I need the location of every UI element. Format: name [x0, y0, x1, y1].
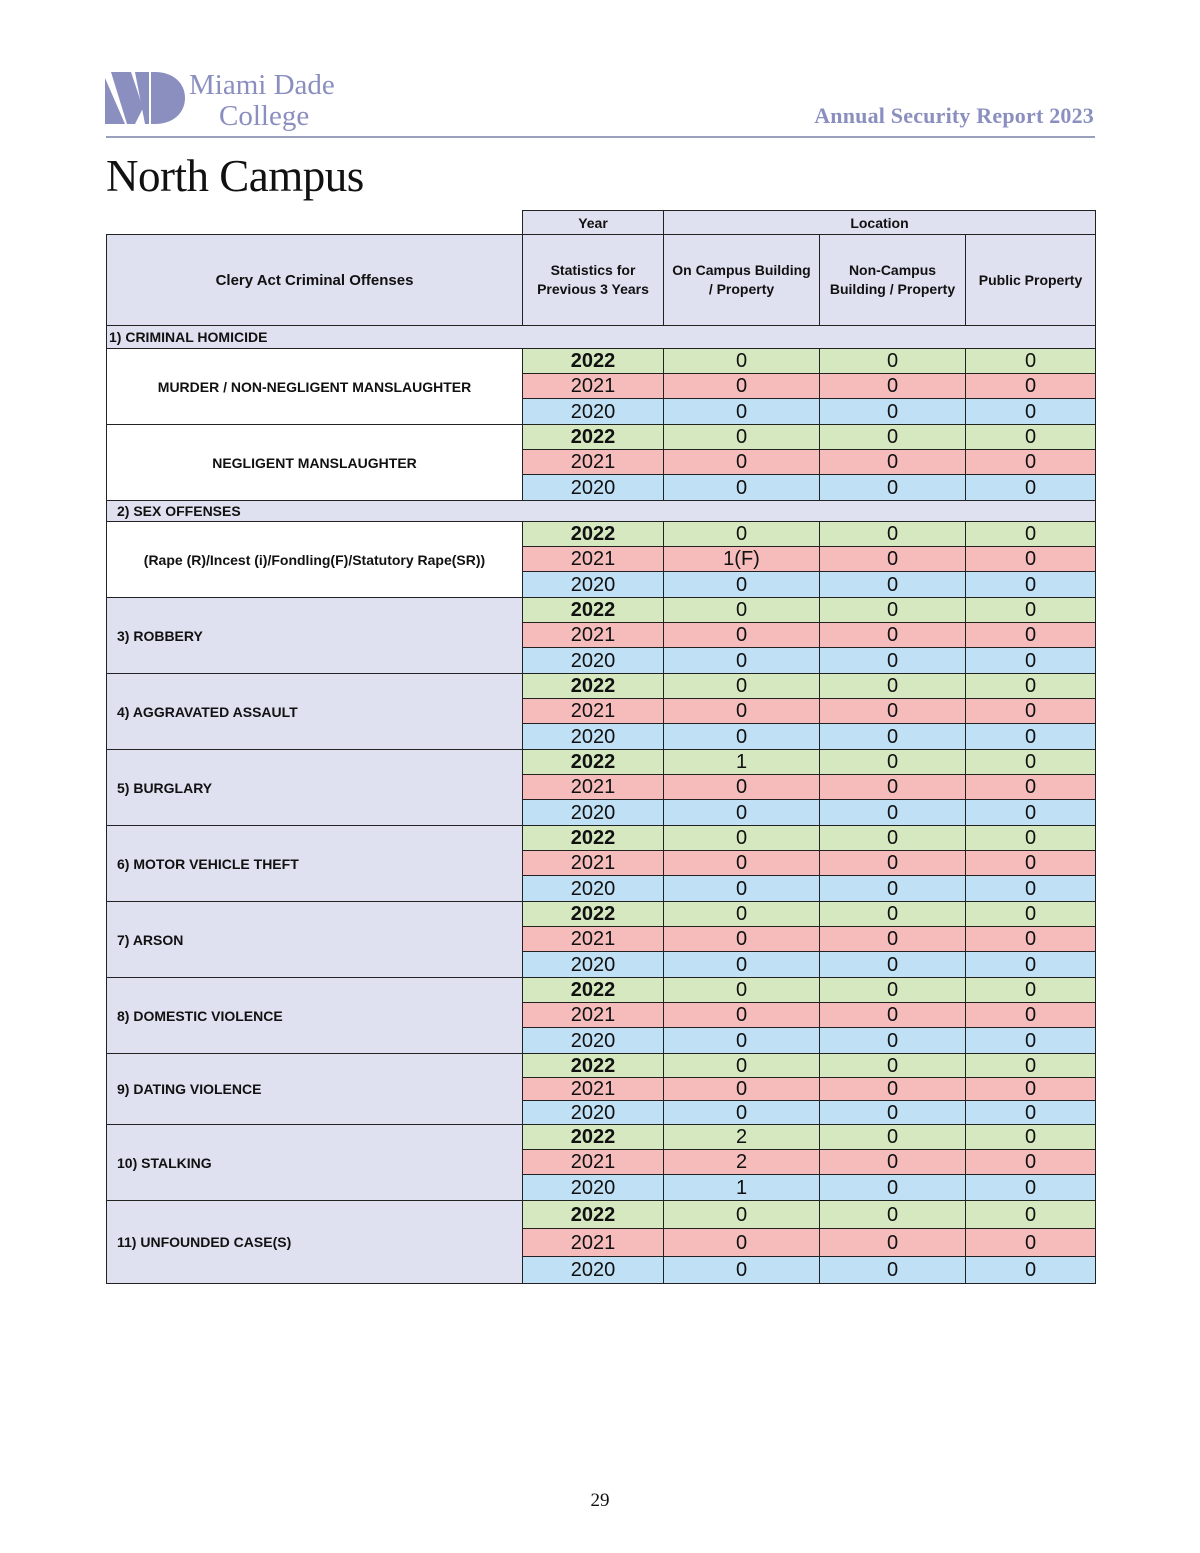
- on-campus-cell: 2: [664, 1150, 820, 1175]
- year-cell: 2020: [523, 648, 664, 674]
- year-cell: 2021: [523, 1003, 664, 1028]
- non-campus-cell: 0: [820, 1078, 966, 1101]
- non-campus-cell: 0: [820, 775, 966, 800]
- on-campus-cell: 0: [664, 978, 820, 1003]
- public-property-cell: 0: [966, 374, 1096, 399]
- offense-label: 5) BURGLARY: [107, 750, 523, 826]
- on-campus-cell: 0: [664, 623, 820, 648]
- on-campus-cell: 1: [664, 750, 820, 775]
- table-row: [107, 902, 1096, 927]
- year-cell: 2021: [523, 1229, 664, 1257]
- non-campus-cell: 0: [820, 876, 966, 902]
- non-campus-cell: 0: [820, 724, 966, 750]
- table-row: [107, 1125, 1096, 1150]
- non-campus-cell: 0: [820, 851, 966, 876]
- table-row: [107, 598, 1096, 623]
- on-campus-cell: 0: [664, 374, 820, 399]
- public-property-column-header: Public Property: [966, 235, 1096, 326]
- offense-column-header: Clery Act Criminal Offenses: [107, 235, 523, 326]
- public-property-cell: 0: [966, 978, 1096, 1003]
- public-property-cell: 0: [966, 1229, 1096, 1257]
- non-campus-cell: 0: [820, 1229, 966, 1257]
- on-campus-cell: 0: [664, 475, 820, 501]
- non-campus-cell: 0: [820, 450, 966, 475]
- year-cell: 2020: [523, 399, 664, 425]
- year-cell: 2021: [523, 851, 664, 876]
- year-cell: 2020: [523, 800, 664, 826]
- page-number: 29: [590, 1490, 610, 1511]
- year-cell: 2022: [523, 1054, 664, 1078]
- public-property-cell: 0: [966, 902, 1096, 927]
- year-group-header: Year: [523, 211, 664, 235]
- year-cell: 2022: [523, 978, 664, 1003]
- non-campus-cell: 0: [820, 1201, 966, 1229]
- year-cell: 2022: [523, 1201, 664, 1229]
- offense-label: 10) STALKING: [107, 1125, 523, 1201]
- table-row: [107, 1201, 1096, 1229]
- on-campus-cell: 0: [664, 522, 820, 547]
- offense-label: 11) UNFOUNDED CASE(S): [107, 1201, 523, 1284]
- public-property-cell: 0: [966, 826, 1096, 851]
- public-property-cell: 0: [966, 952, 1096, 978]
- year-cell: 2020: [523, 1175, 664, 1201]
- table-row: [107, 826, 1096, 851]
- offense-label: (Rape (R)/Incest (i)/Fondling(F)/Statutory Rape(SR)): [107, 522, 523, 598]
- on-campus-cell: 0: [664, 450, 820, 475]
- stats-table: [106, 210, 1096, 1284]
- non-campus-cell: 0: [820, 623, 966, 648]
- year-cell: 2020: [523, 1028, 664, 1054]
- offense-label: MURDER / NON-NEGLIGENT MANSLAUGHTER: [107, 349, 523, 425]
- non-campus-cell: 0: [820, 674, 966, 699]
- public-property-cell: 0: [966, 572, 1096, 598]
- public-property-cell: 0: [966, 876, 1096, 902]
- year-cell: 2020: [523, 876, 664, 902]
- table-row: [107, 674, 1096, 699]
- public-property-cell: 0: [966, 1201, 1096, 1229]
- non-campus-cell: 0: [820, 374, 966, 399]
- table-row: [107, 750, 1096, 775]
- on-campus-cell: 0: [664, 724, 820, 750]
- non-campus-cell: 0: [820, 800, 966, 826]
- on-campus-cell: 0: [664, 902, 820, 927]
- year-cell: 2020: [523, 1101, 664, 1125]
- on-campus-cell: 0: [664, 572, 820, 598]
- on-campus-cell: 0: [664, 1054, 820, 1078]
- on-campus-cell: 0: [664, 1028, 820, 1054]
- on-campus-cell: 0: [664, 699, 820, 724]
- non-campus-column-header: Non-Campus Building / Property: [820, 235, 966, 326]
- non-campus-cell: 0: [820, 826, 966, 851]
- public-property-cell: 0: [966, 699, 1096, 724]
- year-cell: 2021: [523, 1078, 664, 1101]
- md-logo-mark-icon: [105, 72, 185, 124]
- year-cell: 2021: [523, 699, 664, 724]
- offense-label: 6) MOTOR VEHICLE THEFT: [107, 826, 523, 902]
- non-campus-cell: 0: [820, 699, 966, 724]
- non-campus-cell: 0: [820, 425, 966, 450]
- non-campus-cell: 0: [820, 1257, 966, 1284]
- non-campus-cell: 0: [820, 547, 966, 572]
- public-property-cell: 0: [966, 349, 1096, 374]
- on-campus-cell: 2: [664, 1125, 820, 1150]
- public-property-cell: 0: [966, 399, 1096, 425]
- on-campus-cell: 1(F): [664, 547, 820, 572]
- on-campus-cell: 0: [664, 826, 820, 851]
- year-cell: 2020: [523, 724, 664, 750]
- non-campus-cell: 0: [820, 1175, 966, 1201]
- public-property-cell: 0: [966, 425, 1096, 450]
- year-cell: 2020: [523, 475, 664, 501]
- public-property-cell: 0: [966, 927, 1096, 952]
- on-campus-cell: 0: [664, 927, 820, 952]
- public-property-cell: 0: [966, 1175, 1096, 1201]
- table-row: [107, 978, 1096, 1003]
- on-campus-cell: 0: [664, 1003, 820, 1028]
- year-cell: 2022: [523, 598, 664, 623]
- on-campus-cell: 0: [664, 1201, 820, 1229]
- public-property-cell: 0: [966, 1054, 1096, 1078]
- year-cell: 2022: [523, 902, 664, 927]
- on-campus-column-header: On Campus Building / Property: [664, 235, 820, 326]
- year-cell: 2022: [523, 522, 664, 547]
- on-campus-cell: 0: [664, 800, 820, 826]
- on-campus-cell: 0: [664, 349, 820, 374]
- year-cell: 2022: [523, 1125, 664, 1150]
- location-group-header: Location: [664, 211, 1096, 235]
- non-campus-cell: 0: [820, 902, 966, 927]
- year-cell: 2021: [523, 374, 664, 399]
- offense-label: 9) DATING VIOLENCE: [107, 1054, 523, 1125]
- non-campus-cell: 0: [820, 1125, 966, 1150]
- header-blank-cell: [107, 211, 523, 235]
- non-campus-cell: 0: [820, 475, 966, 501]
- public-property-cell: 0: [966, 623, 1096, 648]
- stats-column-header: Statistics for Previous 3 Years: [523, 235, 664, 326]
- on-campus-cell: 0: [664, 1257, 820, 1284]
- non-campus-cell: 0: [820, 952, 966, 978]
- on-campus-cell: 0: [664, 775, 820, 800]
- on-campus-cell: 0: [664, 598, 820, 623]
- year-cell: 2021: [523, 1150, 664, 1175]
- public-property-cell: 0: [966, 1257, 1096, 1284]
- non-campus-cell: 0: [820, 927, 966, 952]
- on-campus-cell: 0: [664, 1229, 820, 1257]
- offense-label: 4) AGGRAVATED ASSAULT: [107, 674, 523, 750]
- page-title: North Campus: [106, 151, 364, 201]
- non-campus-cell: 0: [820, 1003, 966, 1028]
- non-campus-cell: 0: [820, 572, 966, 598]
- public-property-cell: 0: [966, 851, 1096, 876]
- on-campus-cell: 0: [664, 1078, 820, 1101]
- on-campus-cell: 0: [664, 851, 820, 876]
- on-campus-cell: 0: [664, 1101, 820, 1125]
- year-cell: 2022: [523, 674, 664, 699]
- non-campus-cell: 0: [820, 399, 966, 425]
- non-campus-cell: 0: [820, 522, 966, 547]
- public-property-cell: 0: [966, 1125, 1096, 1150]
- college-logo: [105, 70, 355, 132]
- section-criminal-homicide: 1) CRIMINAL HOMICIDE: [107, 326, 1096, 349]
- clery-statistics-table: [106, 210, 1095, 1284]
- public-property-cell: 0: [966, 1150, 1096, 1175]
- logo-wordmark: [189, 70, 335, 132]
- public-property-cell: 0: [966, 800, 1096, 826]
- public-property-cell: 0: [966, 547, 1096, 572]
- year-cell: 2021: [523, 547, 664, 572]
- public-property-cell: 0: [966, 775, 1096, 800]
- public-property-cell: 0: [966, 1078, 1096, 1101]
- year-cell: 2022: [523, 826, 664, 851]
- offense-label: 7) ARSON: [107, 902, 523, 978]
- year-cell: 2022: [523, 750, 664, 775]
- year-cell: 2021: [523, 450, 664, 475]
- non-campus-cell: 0: [820, 1101, 966, 1125]
- header-divider: [106, 136, 1095, 138]
- public-property-cell: 0: [966, 724, 1096, 750]
- logo-line-1: Miami Dade: [189, 69, 335, 101]
- non-campus-cell: 0: [820, 349, 966, 374]
- non-campus-cell: 0: [820, 648, 966, 674]
- year-cell: 2020: [523, 952, 664, 978]
- public-property-cell: 0: [966, 674, 1096, 699]
- on-campus-cell: 0: [664, 648, 820, 674]
- public-property-cell: 0: [966, 1028, 1096, 1054]
- on-campus-cell: 0: [664, 876, 820, 902]
- public-property-cell: 0: [966, 522, 1096, 547]
- on-campus-cell: 1: [664, 1175, 820, 1201]
- year-cell: 2022: [523, 349, 664, 374]
- non-campus-cell: 0: [820, 1150, 966, 1175]
- section-sex-offenses: 2) SEX OFFENSES: [107, 501, 1096, 522]
- on-campus-cell: 0: [664, 674, 820, 699]
- table-row: [107, 425, 1096, 450]
- year-cell: 2020: [523, 572, 664, 598]
- table-row: [107, 522, 1096, 547]
- public-property-cell: 0: [966, 1003, 1096, 1028]
- year-cell: 2021: [523, 623, 664, 648]
- offense-label: 8) DOMESTIC VIOLENCE: [107, 978, 523, 1054]
- year-cell: 2021: [523, 775, 664, 800]
- public-property-cell: 0: [966, 598, 1096, 623]
- public-property-cell: 0: [966, 648, 1096, 674]
- public-property-cell: 0: [966, 450, 1096, 475]
- year-cell: 2020: [523, 1257, 664, 1284]
- offense-label: 3) ROBBERY: [107, 598, 523, 674]
- logo-line-2: College: [219, 100, 310, 132]
- table-row: [107, 1054, 1096, 1078]
- year-cell: 2022: [523, 425, 664, 450]
- non-campus-cell: 0: [820, 978, 966, 1003]
- table-row: [107, 349, 1096, 374]
- report-title: Annual Security Report 2023: [814, 103, 1094, 128]
- year-cell: 2021: [523, 927, 664, 952]
- on-campus-cell: 0: [664, 399, 820, 425]
- public-property-cell: 0: [966, 1101, 1096, 1125]
- on-campus-cell: 0: [664, 952, 820, 978]
- non-campus-cell: 0: [820, 750, 966, 775]
- public-property-cell: 0: [966, 475, 1096, 501]
- on-campus-cell: 0: [664, 425, 820, 450]
- offense-label: NEGLIGENT MANSLAUGHTER: [107, 425, 523, 501]
- non-campus-cell: 0: [820, 1054, 966, 1078]
- non-campus-cell: 0: [820, 1028, 966, 1054]
- non-campus-cell: 0: [820, 598, 966, 623]
- public-property-cell: 0: [966, 750, 1096, 775]
